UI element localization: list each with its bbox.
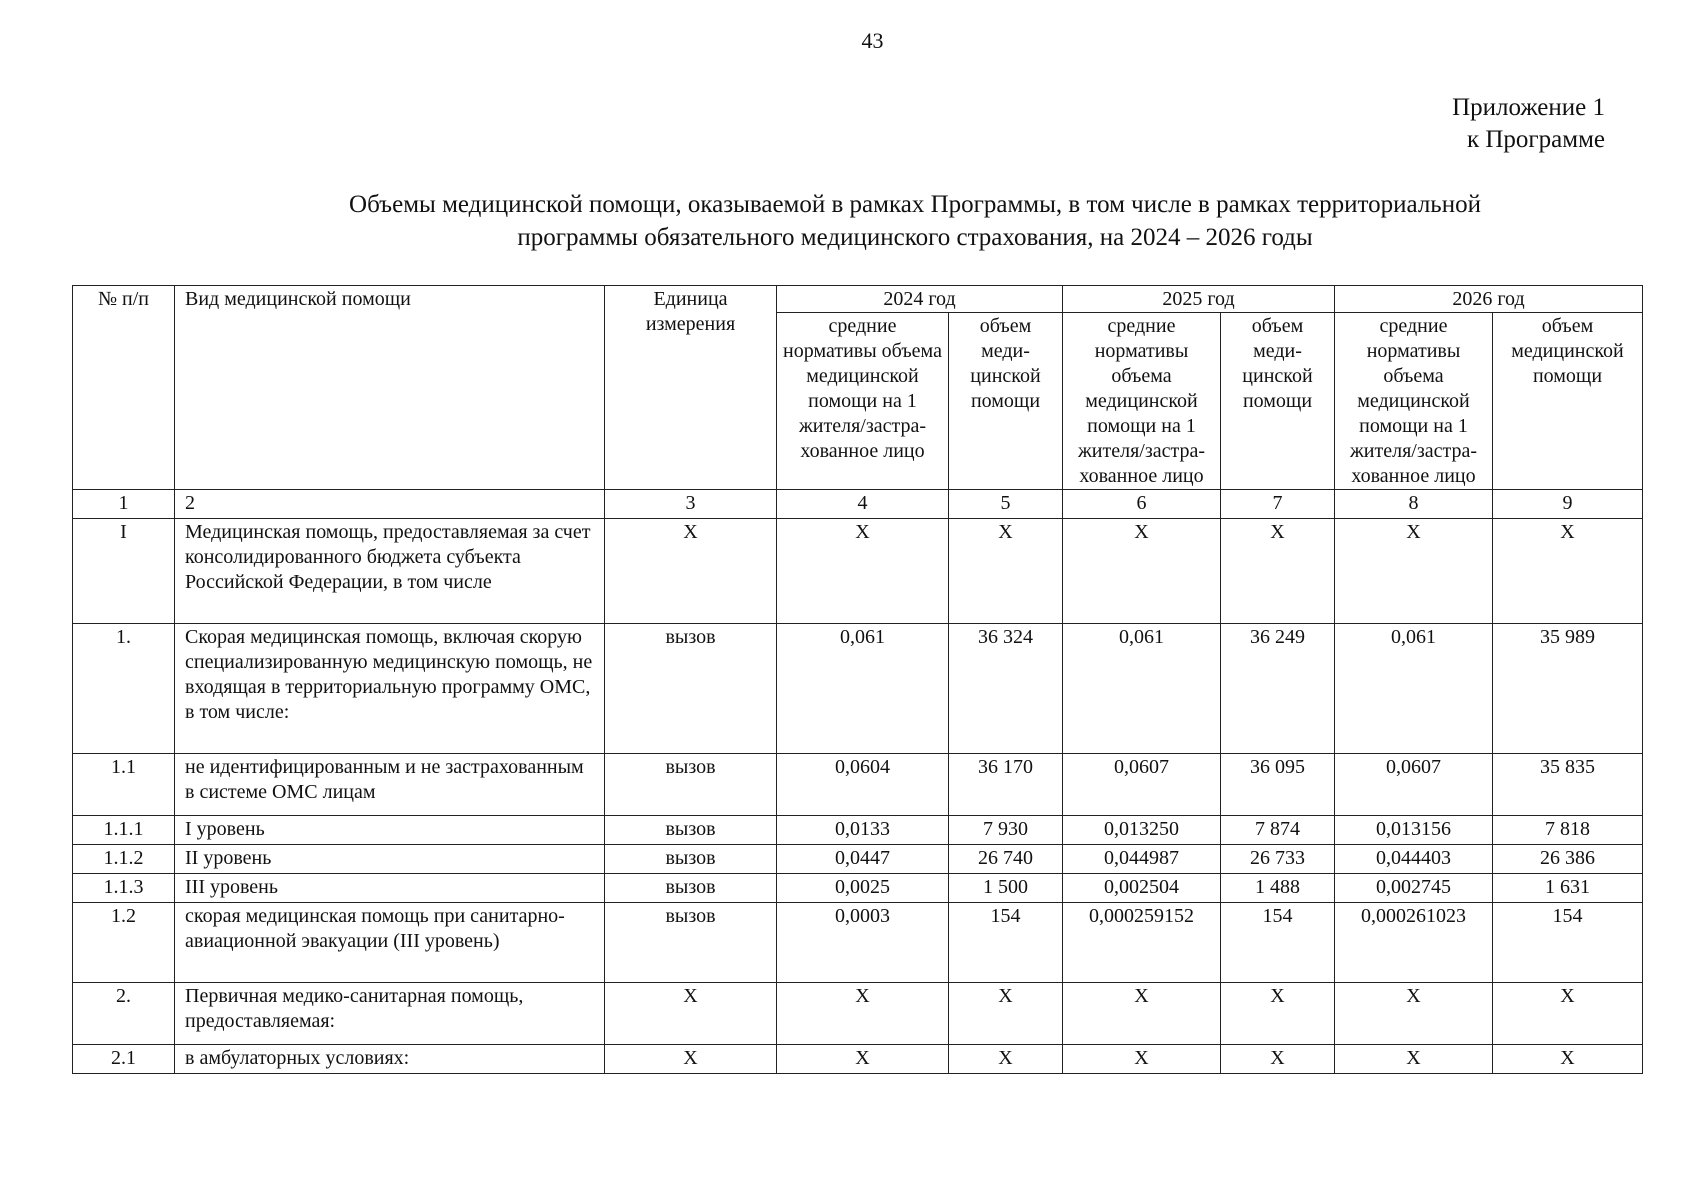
row-volume-2026: 1 631 [1493, 874, 1643, 903]
header-volume-2025: объем меди-цинской помощи [1221, 313, 1335, 490]
row-num: 1.1.2 [73, 845, 175, 874]
row-norm-2025: 0,044987 [1063, 845, 1221, 874]
row-norm-2026: X [1335, 983, 1493, 1045]
row-norm-2025: 0,002504 [1063, 874, 1221, 903]
row-norm-2024: 0,0025 [777, 874, 949, 903]
appendix-line-1: Приложение 1 [1452, 94, 1605, 121]
row-num: I [73, 519, 175, 624]
row-num: 1. [73, 624, 175, 754]
row-care-type: III уровень [175, 874, 605, 903]
row-volume-2026: X [1493, 519, 1643, 624]
row-volume-2026: X [1493, 1045, 1643, 1074]
row-norm-2024: X [777, 519, 949, 624]
row-norm-2024: 0,0447 [777, 845, 949, 874]
row-care-type: II уровень [175, 845, 605, 874]
page-number: 43 [861, 28, 884, 53]
row-norm-2026: 0,061 [1335, 624, 1493, 754]
header-unit: Единица измерения [605, 286, 777, 490]
row-norm-2025: X [1063, 519, 1221, 624]
row-norm-2026: 0,044403 [1335, 845, 1493, 874]
row-norm-2025: X [1063, 983, 1221, 1045]
row-volume-2026: 154 [1493, 903, 1643, 983]
row-norm-2024: 0,061 [777, 624, 949, 754]
row-unit: вызов [605, 903, 777, 983]
row-norm-2024: X [777, 1045, 949, 1074]
row-volume-2025: X [1221, 1045, 1335, 1074]
row-care-type: Первичная медико-санитарная помощь, предоставляемая: [175, 983, 605, 1045]
row-volume-2025: X [1221, 519, 1335, 624]
row-norm-2024: X [777, 983, 949, 1045]
table-row [73, 519, 1643, 624]
row-volume-2026: 35 989 [1493, 624, 1643, 754]
column-number: 4 [777, 490, 949, 519]
row-volume-2024: X [949, 983, 1063, 1045]
header-norm-2026: средние нормативы объема медицинской помощи на 1 жителя/застра-хованное лицо [1335, 313, 1493, 490]
row-volume-2024: 36 324 [949, 624, 1063, 754]
row-norm-2026: 0,002745 [1335, 874, 1493, 903]
row-norm-2026: 0,0607 [1335, 754, 1493, 816]
row-norm-2026: X [1335, 519, 1493, 624]
row-unit: вызов [605, 754, 777, 816]
row-volume-2025: 1 488 [1221, 874, 1335, 903]
column-number: 5 [949, 490, 1063, 519]
header-year-2025: 2025 год [1063, 286, 1335, 313]
row-num: 2. [73, 983, 175, 1045]
row-norm-2026: 0,000261023 [1335, 903, 1493, 983]
row-volume-2025: 7 874 [1221, 816, 1335, 845]
row-volume-2024: 1 500 [949, 874, 1063, 903]
row-norm-2025: 0,061 [1063, 624, 1221, 754]
header-norm-2024: средние нормативы объема медицинской помощи на 1 жителя/застра-хованное лицо [777, 313, 949, 490]
header-volume-2024: объем меди-цинской помощи [949, 313, 1063, 490]
row-care-type: Скорая медицинская помощь, включая скорую специализированную медицинскую помощь, не входящая в территориальную программу ОМС, в том числе: [175, 624, 605, 754]
table-row [73, 624, 1643, 754]
column-numbers-row [73, 490, 1643, 519]
column-number: 1 [73, 490, 175, 519]
row-volume-2024: 26 740 [949, 845, 1063, 874]
header-year-2024: 2024 год [777, 286, 1063, 313]
row-volume-2026: 26 386 [1493, 845, 1643, 874]
row-num: 1.1.3 [73, 874, 175, 903]
appendix-note [1452, 92, 1605, 156]
header-care-type: Вид медицинской помощи [175, 286, 605, 490]
row-num: 1.1 [73, 754, 175, 816]
row-care-type: не идентифицированным и не застрахованным в системе ОМС лицам [175, 754, 605, 816]
row-volume-2024: X [949, 1045, 1063, 1074]
row-volume-2024: 36 170 [949, 754, 1063, 816]
table-row [73, 903, 1643, 983]
row-unit: X [605, 983, 777, 1045]
header-volume-2026: объем медицинской помощи [1493, 313, 1643, 490]
row-volume-2025: 36 249 [1221, 624, 1335, 754]
header-row-years [73, 286, 1643, 313]
row-unit: вызов [605, 816, 777, 845]
row-unit: вызов [605, 845, 777, 874]
column-number: 6 [1063, 490, 1221, 519]
row-volume-2025: X [1221, 983, 1335, 1045]
header-norm-2025: средние нормативы объема медицинской помощи на 1 жителя/застра-хованное лицо [1063, 313, 1221, 490]
row-care-type: в амбулаторных условиях: [175, 1045, 605, 1074]
row-norm-2024: 0,0133 [777, 816, 949, 845]
volumes-table [72, 285, 1643, 1074]
row-unit: вызов [605, 624, 777, 754]
row-care-type: I уровень [175, 816, 605, 845]
row-volume-2024: 7 930 [949, 816, 1063, 845]
row-volume-2025: 36 095 [1221, 754, 1335, 816]
column-number: 3 [605, 490, 777, 519]
row-num: 1.1.1 [73, 816, 175, 845]
document-title-line-2: программы обязательного медицинского страхования, на 2024 – 2026 годы [517, 224, 1313, 251]
document-title [190, 188, 1640, 254]
row-volume-2026: 7 818 [1493, 816, 1643, 845]
row-unit: вызов [605, 874, 777, 903]
row-care-type: Медицинская помощь, предоставляемая за счет консолидированного бюджета субъекта Российской Федерации, в том числе [175, 519, 605, 624]
column-number: 7 [1221, 490, 1335, 519]
row-norm-2025: 0,0607 [1063, 754, 1221, 816]
header-num: № п/п [73, 286, 175, 490]
row-volume-2025: 154 [1221, 903, 1335, 983]
row-care-type: скорая медицинская помощь при санитарно-авиационной эвакуации (III уровень) [175, 903, 605, 983]
row-norm-2026: 0,013156 [1335, 816, 1493, 845]
table-row [73, 845, 1643, 874]
table-row [73, 983, 1643, 1045]
table-row [73, 1045, 1643, 1074]
column-number: 8 [1335, 490, 1493, 519]
table-row [73, 874, 1643, 903]
table-header [73, 286, 1643, 519]
table-body [73, 519, 1643, 1074]
row-unit: X [605, 519, 777, 624]
document-title-line-1: Объемы медицинской помощи, оказываемой в рамках Программы, в том числе в рамках территориальной [349, 191, 1481, 218]
column-number: 9 [1493, 490, 1643, 519]
table-row [73, 754, 1643, 816]
row-norm-2026: X [1335, 1045, 1493, 1074]
row-volume-2025: 26 733 [1221, 845, 1335, 874]
appendix-line-2: к Программе [1466, 126, 1605, 153]
column-number: 2 [175, 490, 605, 519]
row-num: 1.2 [73, 903, 175, 983]
row-volume-2024: 154 [949, 903, 1063, 983]
row-norm-2025: X [1063, 1045, 1221, 1074]
table-row [73, 816, 1643, 845]
row-norm-2024: 0,0604 [777, 754, 949, 816]
row-norm-2024: 0,0003 [777, 903, 949, 983]
row-norm-2025: 0,013250 [1063, 816, 1221, 845]
header-year-2026: 2026 год [1335, 286, 1643, 313]
row-unit: X [605, 1045, 777, 1074]
row-volume-2024: X [949, 519, 1063, 624]
row-volume-2026: X [1493, 983, 1643, 1045]
row-volume-2026: 35 835 [1493, 754, 1643, 816]
row-num: 2.1 [73, 1045, 175, 1074]
row-norm-2025: 0,000259152 [1063, 903, 1221, 983]
